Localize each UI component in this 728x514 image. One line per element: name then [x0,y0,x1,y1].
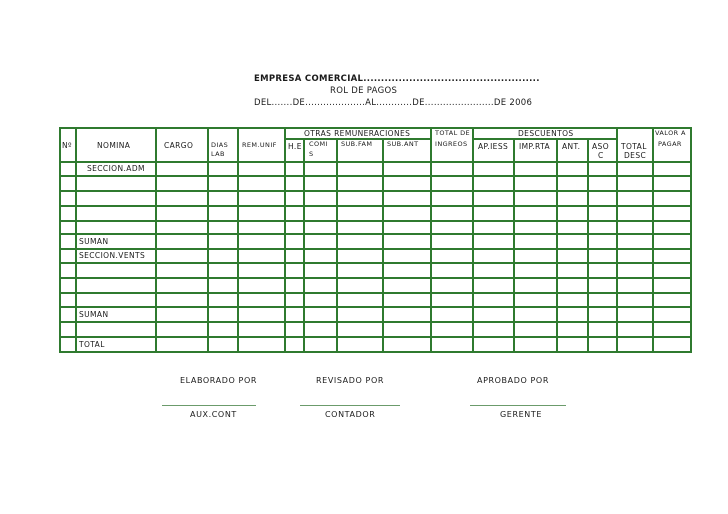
row-line [59,190,692,192]
gerente-label: GERENTE [500,410,542,419]
col-asoc: ASO [592,142,609,151]
col-valor-pagar: VALOR A [655,129,686,137]
column-divider [587,138,589,353]
signature-line-gerente [470,405,566,406]
column-divider [75,127,77,353]
col-dias-2: LAB [211,150,225,158]
contador-label: CONTADOR [325,410,376,419]
row-total: TOTAL [79,340,105,349]
column-divider [207,127,209,353]
revisado-por-label: REVISADO POR [316,376,385,385]
row-suman-adm: SUMAN [79,237,109,246]
aprobado-por-label: APROBADO POR [477,376,549,385]
signature-line-contador [300,405,400,406]
column-divider [430,127,432,353]
column-divider [303,138,305,353]
column-divider [472,127,474,353]
col-imp-rta: IMP.RTA [519,142,551,151]
col-cargo: CARGO [164,141,194,150]
signature-line-aux [162,405,256,406]
row-seccion-vents: SECCION.VENTS [79,251,146,260]
col-descuentos: DESCUENTOS [518,129,574,138]
row-line [59,220,692,222]
col-total-ingresos-2: INGREOS [435,140,468,148]
row-line [59,292,692,294]
row-line [59,205,692,207]
col-ap-iess: AP.IESS [478,142,509,151]
column-divider [284,127,286,353]
column-divider [237,127,239,353]
col-num: Nº [62,141,72,150]
row-line [59,336,692,338]
elaborado-por-label: ELABORADO POR [180,376,257,385]
company-name: EMPRESA COMERCIAL.................................................. [254,74,540,84]
col-total-ingresos: TOTAL DE [435,129,470,137]
col-ant: ANT. [562,142,581,151]
aux-cont-label: AUX.CONT [190,410,237,419]
col-he: H.E [288,142,302,151]
row-line [59,175,692,177]
column-divider [336,138,338,353]
table-border-left [59,127,61,353]
row-line [59,277,692,279]
row-line [59,233,692,235]
document-title: ROL DE PAGOS [330,86,398,96]
row-line [59,262,692,264]
column-divider [616,127,618,353]
col-asoc-2: C [598,151,604,160]
column-divider [382,138,384,353]
row-line [59,306,692,308]
col-comis: COMI [309,140,328,148]
row-seccion-adm: SECCION.ADM [87,164,145,173]
period-line: DEL.......DE....................AL............DE.......................DE 2006 [254,98,533,108]
column-divider [513,138,515,353]
col-otras-remuneraciones: OTRAS REMUNERACIONES [304,129,411,138]
col-valor-pagar-2: PAGAR [658,140,682,148]
col-rem-unif: REM.UNIF [242,141,277,149]
table-border-right [690,127,692,353]
row-line [59,248,692,250]
col-dias: DIAS [211,141,229,149]
table-border-bottom [59,351,692,353]
column-divider [652,127,654,353]
row-line [59,321,692,323]
row-suman-vents: SUMAN [79,310,109,319]
column-divider [556,138,558,353]
col-total-desc-2: DESC [624,151,647,160]
column-divider [155,127,157,353]
col-sub-fam: SUB.FAM [341,140,373,148]
col-sub-ant: SUB.ANT [387,140,419,148]
col-total-desc: TOTAL [621,142,647,151]
col-nomina: NOMINA [97,141,131,150]
header-bottom-line [59,161,692,163]
col-comis-2: S [309,150,314,158]
